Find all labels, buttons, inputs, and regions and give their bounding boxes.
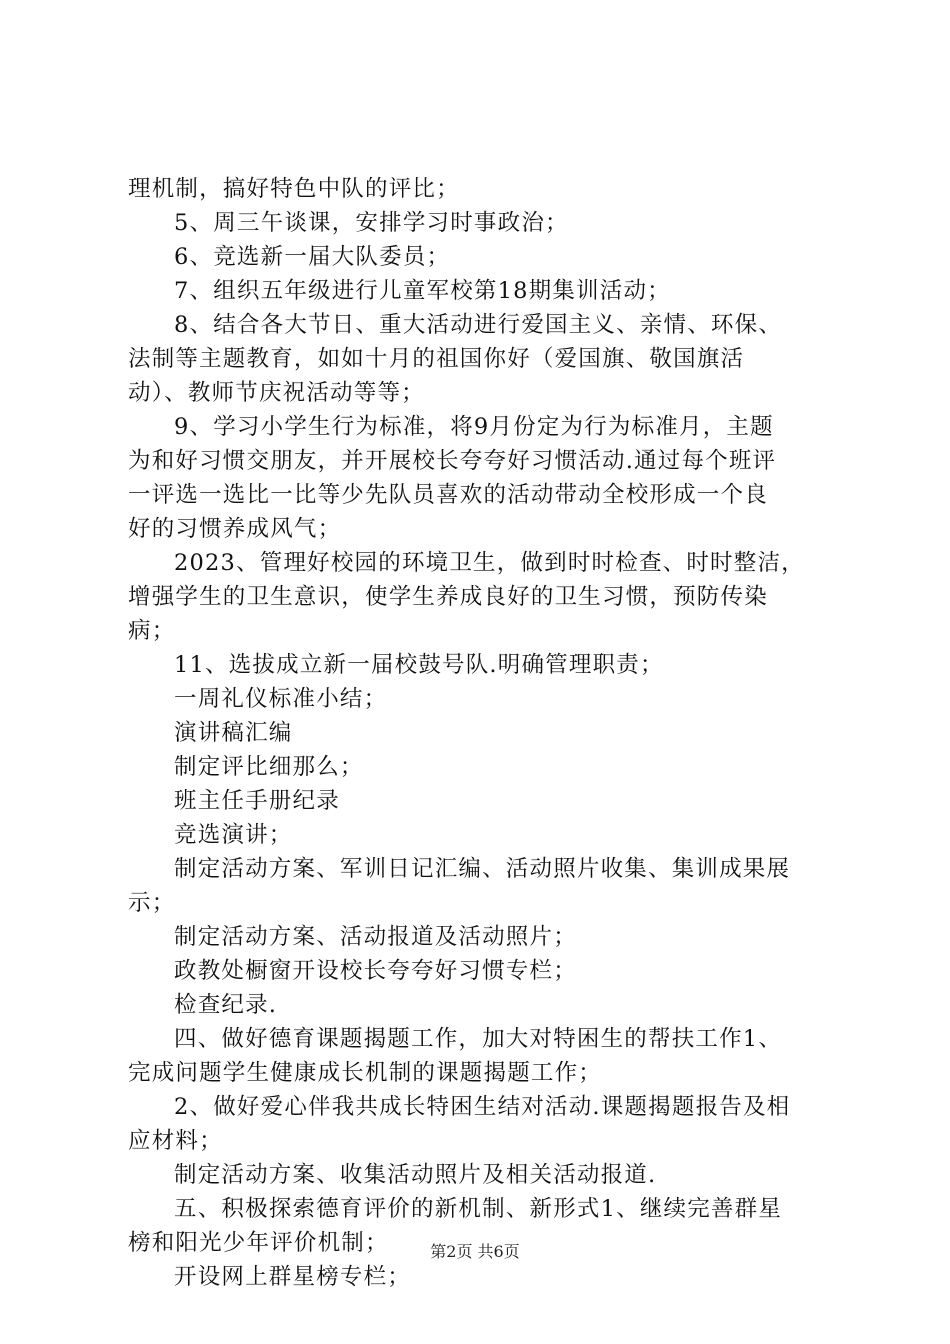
text-line: 政教处橱窗开设校长夸夸好习惯专栏； bbox=[174, 958, 577, 984]
text-line: 一评选一选比一比等少先队员喜欢的活动带动全校形成一个良 bbox=[128, 482, 768, 508]
text-line: 病； bbox=[128, 618, 176, 644]
document-body bbox=[128, 172, 833, 1294]
text-line: 完成问题学生健康成长机制的课题揭题工作； bbox=[128, 1060, 603, 1086]
text-line: 演讲稿汇编 bbox=[174, 720, 293, 746]
text-line: 增强学生的卫生意识，使学生养成良好的卫生习惯，预防传染 bbox=[128, 584, 768, 610]
text-line: 2023、管理好校园的环境卫生，做到时时检查、时时整洁， bbox=[174, 550, 805, 576]
text-line: 一周礼仪标准小结； bbox=[174, 686, 388, 712]
text-line: 2、做好爱心伴我共成长特困生结对活动.课题揭题报告及相 bbox=[174, 1094, 791, 1120]
text-line: 7、组织五年级进行儿童军校第18期集训活动； bbox=[174, 278, 671, 304]
text-line: 制定活动方案、收集活动照片及相关活动报道. bbox=[174, 1162, 657, 1188]
text-line: 五、积极探索德育评价的新机制、新形式1、继续完善群星 bbox=[174, 1196, 783, 1222]
text-line: 示； bbox=[128, 890, 176, 916]
text-line: 制定活动方案、活动报道及活动照片； bbox=[174, 924, 577, 950]
text-line: 6、竞选新一届大队委员； bbox=[174, 244, 451, 270]
text-line: 竞选演讲； bbox=[174, 822, 293, 848]
text-line: 11、选拔成立新一届校鼓号队.明确管理职责； bbox=[174, 652, 664, 678]
text-line: 9、学习小学生行为标准，将9月份定为行为标准月，主题 bbox=[174, 414, 774, 440]
text-line: 四、做好德育课题揭题工作，加大对特困生的帮扶工作1、 bbox=[174, 1026, 783, 1052]
text-line: 制定活动方案、军训日记汇编、活动照片收集、集训成果展 bbox=[174, 856, 791, 882]
text-line: 法制等主题教育，如如十月的祖国你好（爱国旗、敬国旗活 bbox=[128, 346, 745, 372]
text-line: 理机制，搞好特色中队的评比； bbox=[128, 176, 460, 202]
text-line: 榜和阳光少年评价机制； bbox=[128, 1230, 389, 1256]
text-line: 5、周三午谈课，安排学习时事政治； bbox=[174, 210, 569, 236]
text-line: 8、结合各大节日、重大活动进行爱国主义、亲情、环保、 bbox=[174, 312, 783, 338]
text-line: 为和好习惯交朋友，并开展校长夸夸好习惯活动.通过每个班评 bbox=[128, 448, 777, 474]
text-line: 好的习惯养成风气； bbox=[128, 516, 342, 542]
text-line: 检查纪录. bbox=[174, 992, 278, 1018]
text-line: 班主任手册纪录 bbox=[174, 788, 340, 814]
text-line: 开设网上群星榜专栏； bbox=[174, 1264, 412, 1290]
text-line: 应材料； bbox=[128, 1128, 223, 1154]
page-number-footer: 第2页 共6页 bbox=[430, 1242, 520, 1261]
text-line: 制定评比细那么； bbox=[174, 754, 364, 780]
text-line: 动）、教师节庆祝活动等等； bbox=[128, 380, 425, 406]
